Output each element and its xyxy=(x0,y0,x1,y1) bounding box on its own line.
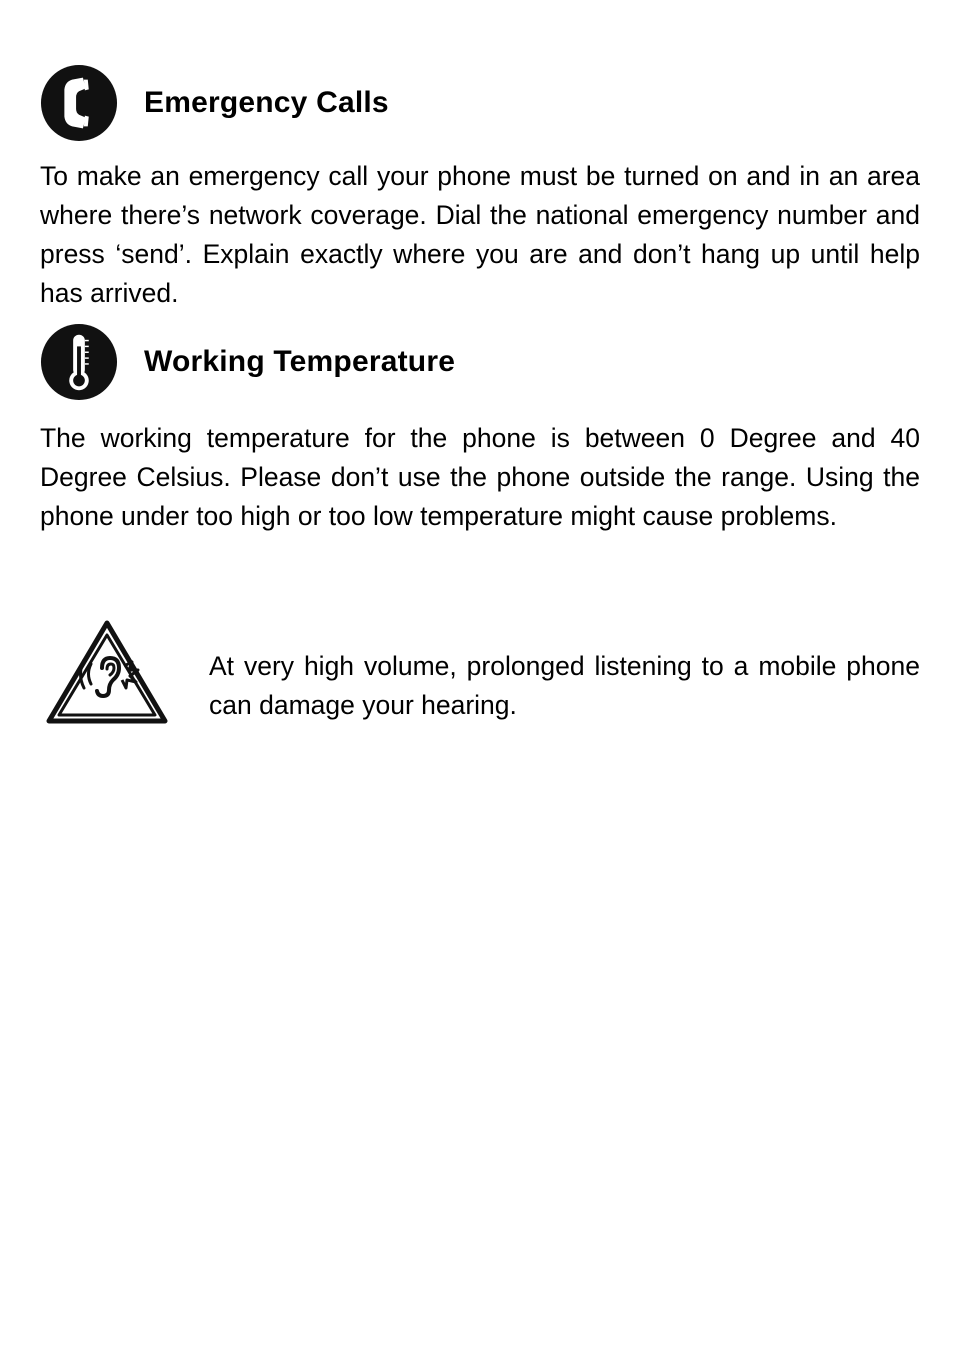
working-temperature-body: The working temperature for the phone is between 0 Degree and 40 Degree Celsius. Please don’t use the phone outside the range. Using the phone under too high or too low temperature might cause problems. xyxy=(40,423,920,531)
section-heading: Working Temperature xyxy=(144,345,456,378)
emergency-calls-header xyxy=(40,63,389,143)
thermometer-icon xyxy=(40,323,118,401)
working-temperature-header xyxy=(40,322,455,402)
hearing-warning-text: At very high volume, prolonged listening to a mobile phone can damage your hearing. xyxy=(209,651,920,720)
hearing-damage-warning-icon xyxy=(46,620,168,724)
section-heading: Emergency Calls xyxy=(144,86,389,119)
emergency-calls-body: To make an emergency call your phone must be turned on and in an area where there’s network coverage. Dial the national emergency number and press ‘send’. Explain exactly where you are and don’t hang up until help has arrived. xyxy=(40,161,920,308)
phone-handset-icon xyxy=(40,64,118,142)
